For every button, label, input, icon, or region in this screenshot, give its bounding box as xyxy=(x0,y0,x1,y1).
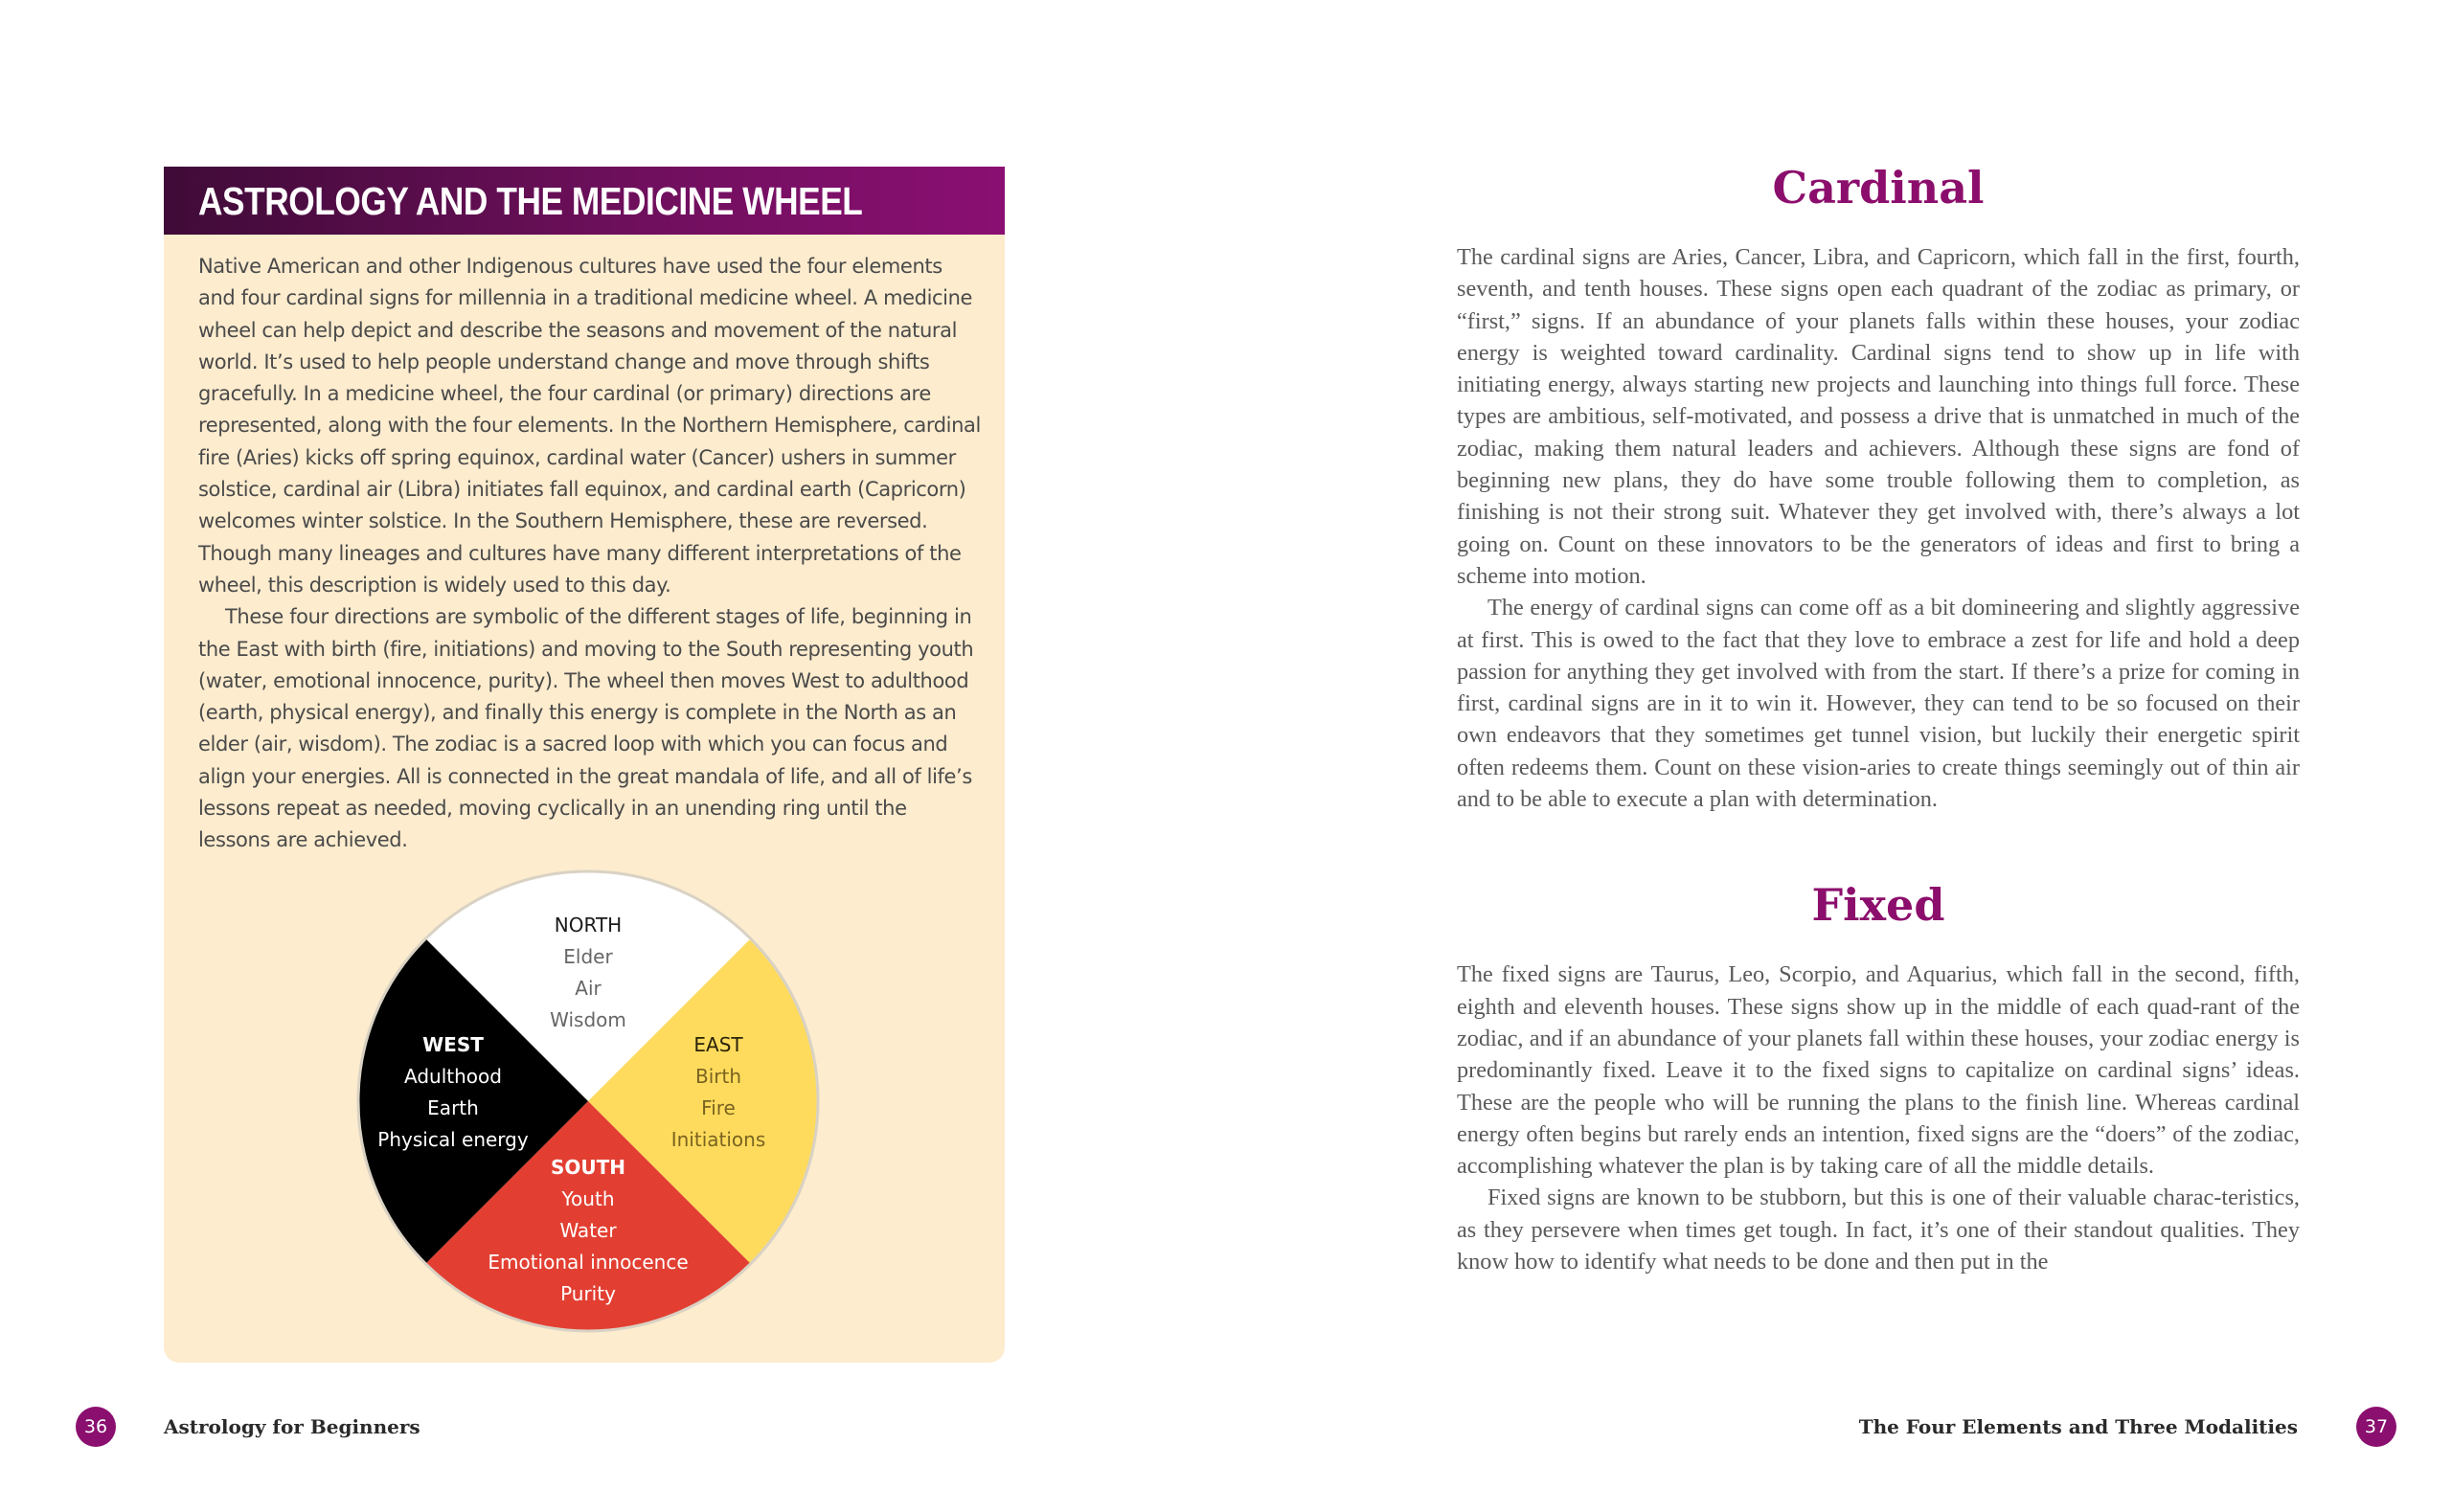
section-heading-cardinal: Cardinal xyxy=(1772,162,1985,214)
cardinal-paragraph: The energy of cardinal signs can come off as a bit domineering and slightly aggressive at first. This is owed to the fact that they love to embrace a zest for life and hold a deep passion for anything they get involved with from the start. If there’s a prize for coming in first, cardinal signs are in it to win it. However, they can tend to be so focused on their own endeavors that they sometimes get tunnel vision, but luckily their energetic spirit often redeems them. Count on these vision-aries to create things seemingly out of thin air and to be able to execute a plan with determination. xyxy=(1457,595,2300,813)
wheel-south-line: Purity xyxy=(560,1282,616,1305)
fixed-paragraph: The fixed signs are Taurus, Leo, Scorpio, and Aquarius, which fall in the second, fifth, eighth and eleventh houses. These signs show up in the middle of each quad-rant of the zodiac, and if an abundance of your planets fall within these houses, your zodiac energy is predominantly fixed. Leave it to the fixed signs to capitalize on cardinal signs’ ideas. These are the people who will be running the plans to the finish line. Whereas cardinal energy often begins but rarely ends an intention, fixed signs are the “doers” of the zodiac, accomplishing whatever the plan is by taking care of all the middle details. xyxy=(1457,961,2300,1180)
sidebar-title: ASTROLOGY AND THE MEDICINE WHEEL xyxy=(198,179,863,223)
wheel-north-line: Wisdom xyxy=(550,1008,626,1031)
sidebar-body xyxy=(198,251,984,857)
wheel-east-line: Birth xyxy=(694,1065,742,1088)
wheel-north-line: Elder xyxy=(563,945,613,968)
wheel-south-line: Emotional innocence xyxy=(488,1251,689,1274)
fixed-paragraph: Fixed signs are known to be stubborn, but this is one of their valuable charac-teristics, as they persevere when times get tough. In fact, it’s one of their standout qualities. They know how to identify what needs to be done and then put in the xyxy=(1457,1185,2300,1275)
section-spacer xyxy=(1457,815,2300,870)
wheel-west-line: Earth xyxy=(427,1096,479,1119)
left-running-head: Astrology for Beginners xyxy=(164,1415,420,1438)
wheel-south-line: Water xyxy=(559,1219,617,1242)
cardinal-paragraph: The cardinal signs are Aries, Cancer, Libra, and Capricorn, which fall in the first, fourth, seventh, and tenth houses. These signs open each quadrant of the zodiac as primary, or “first,” signs. If an abundance of your planets falls within these houses, your zodiac energy is weighted toward cardinality. Cardinal signs tend to show up in life with initiating energy, always starting new projects and launching into things full force. These types are ambitious, self-motivated, and possess a drive that is unmatched in much of the zodiac, making them natural leaders and achievers. Although these signs are fond of beginning new plans, they do have some trouble following them to completion, as finishing is not their strong suit. Whatever they get involved with, there’s always a lot going on. Count on these innovators to be the generators of ideas and first to bring a scheme into motion. xyxy=(1457,244,2300,589)
sidebar-paragraph: Native American and other Indigenous cultures have used the four elements and four cardinal signs for millennia in a traditional medicine wheel. A medicine wheel can help depict and describe the seasons and movement of the natural world. It’s used to help people understand change and move through shifts gracefully. In a medicine wheel, the four cardinal (or primary) directions are represented, along with the four elements. In the Northern Hemisphere, cardinal fire (Aries) kicks off spring equinox, cardinal water (Cancer) ushers in summer solstice, cardinal air (Libra) initiates fall equinox, and cardinal earth (Capricorn) welcomes winter solstice. In the Southern Hemisphere, these are reversed. Though many lineages and cultures have many different interpretations of the wheel, this description is widely used to this day. xyxy=(198,255,981,597)
wheel-south-direction: SOUTH xyxy=(550,1156,626,1179)
wheel-south-line: Youth xyxy=(561,1187,615,1210)
sidebar-paragraph: These four directions are symbolic of the different stages of life, beginning in the East with birth (fire, initiations) and moving to the South representing youth (water, emotional innocence, purity). The wheel then moves West to adulthood (earth, physical energy), and finally this energy is complete in the North as an elder (air, wisdom). The zodiac is a sacred loop with which you can focus and align your energies. All is connected in the great mandala of life, and all of life’s lessons repeat as needed, moving cyclically in an unending ring until the lessons are achieved. xyxy=(198,605,974,852)
right-page-number: 37 xyxy=(2356,1407,2396,1447)
right-running-head: The Four Elements and Three Modalities xyxy=(1858,1415,2298,1438)
wheel-east-line: Initiations xyxy=(670,1128,766,1151)
left-page-number: 36 xyxy=(76,1407,116,1447)
wheel-east-direction: EAST xyxy=(693,1033,743,1056)
wheel-west-direction: WEST xyxy=(422,1033,484,1056)
wheel-north-line: Air xyxy=(575,977,602,1000)
sidebar-header xyxy=(164,167,1005,235)
wheel-west-line: Adulthood xyxy=(404,1065,502,1088)
wheel-north-direction: NORTH xyxy=(554,914,623,937)
wheel-west-line: Physical energy xyxy=(377,1128,529,1151)
right-page-column xyxy=(1457,153,2300,1277)
wheel-east-line: Fire xyxy=(701,1096,736,1119)
section-heading-fixed: Fixed xyxy=(1811,879,1945,932)
medicine-wheel-diagram xyxy=(353,867,823,1336)
